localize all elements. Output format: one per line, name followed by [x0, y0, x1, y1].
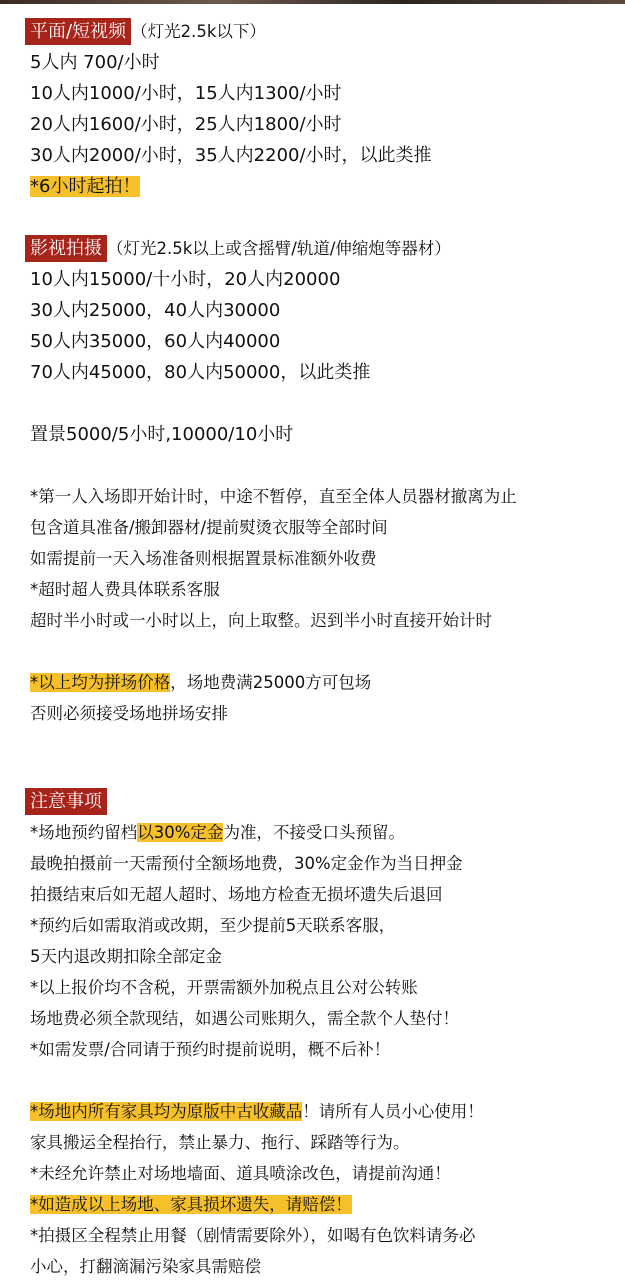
notice-line1-post: 为准，不接受口头预留。 [223, 823, 405, 842]
notice-tag: 注意事项 [25, 788, 107, 815]
price-line: 50人内35000，60人内40000 [30, 331, 281, 352]
furniture-line1-post: ！请所有人员小心使用！ [302, 1102, 484, 1121]
furniture-line [30, 1189, 620, 1220]
rule-line: 包含道具准备/搬卸器材/提前熨烫衣服等全部时间 [30, 518, 388, 537]
deposit-highlight: 以30%定金 [137, 823, 224, 842]
notice-line: 最晚拍摄前一天需预付全额场地费，30%定金作为当日押金 [30, 854, 463, 873]
damage-compensation-highlight: *如造成以上场地、家具损坏遗失，请赔偿！ [30, 1195, 352, 1214]
price-line: 5人内 700/小时 [30, 52, 160, 73]
section-flat-video-header [30, 16, 620, 47]
section-tag-film: 影视拍摄 [25, 235, 107, 262]
notice-line: *以上报价均不含税，开票需额外加税点且公对公转账 [30, 978, 418, 997]
notice-line: 场地费必须全款现结，如遇公司账期久，需全款个人垫付！ [30, 1009, 459, 1028]
share-price-highlight: *以上均为拼场价格 [30, 673, 171, 692]
top-photo-strip [0, 0, 625, 4]
section-note-film: （灯光2.5k以上或含摇臂/轨道/伸缩炮等器材） [107, 239, 451, 258]
notice-line [30, 817, 620, 848]
share-price-line [30, 667, 620, 698]
share-arrangement-line: 否则必须接受场地拼场安排 [30, 704, 228, 723]
furniture-line [30, 1096, 620, 1127]
price-list [30, 16, 620, 1280]
section-tag-flat-video: 平面/短视频 [25, 18, 131, 45]
price-line: 10人内15000/十小时，20人内20000 [30, 269, 341, 290]
min-hours-highlight: *6小时起拍！ [30, 176, 141, 197]
min-hours-line [30, 171, 620, 202]
scenery-price-line: 置景5000/5小时,10000/10小时 [30, 424, 294, 445]
price-line: 30人内25000，40人内30000 [30, 300, 281, 321]
furniture-highlight: *场地内所有家具均为原版中古收藏品 [30, 1102, 303, 1121]
price-line: 70人内45000，80人内50000，以此类推 [30, 362, 371, 383]
rule-line: 如需提前一天入场准备则根据置景标准额外收费 [30, 549, 377, 568]
price-line: 10人内1000/小时，15人内1300/小时 [30, 83, 342, 104]
notice-line: *预约后如需取消或改期，至少提前5天联系客服， [30, 916, 396, 935]
notice-line: *如需发票/合同请于预约时提前说明，概不后补！ [30, 1040, 391, 1059]
notice-line1-pre: *场地预约留档 [30, 823, 138, 842]
notice-header [30, 786, 620, 817]
share-price-rest: ，场地费满25000方可包场 [170, 673, 372, 692]
notice-line: 拍摄结束后如无超人超时、场地方检查无损坏遗失后退回 [30, 885, 443, 904]
price-line: 20人内1600/小时，25人内1800/小时 [30, 114, 342, 135]
furniture-line: 家具搬运全程抬行，禁止暴力、拖行、踩踏等行为。 [30, 1133, 410, 1152]
price-line: 30人内2000/小时，35人内2200/小时，以此类推 [30, 145, 432, 166]
furniture-line: *未经允许禁止对场地墙面、道具喷涂改色，请提前沟通！ [30, 1164, 451, 1183]
section-note-flat-video: （灯光2.5k以下） [131, 22, 266, 41]
furniture-line: *拍摄区全程禁止用餐（剧情需要除外），如喝有色饮料请务必 [30, 1226, 476, 1245]
furniture-line: 小心，打翻滴漏污染家具需赔偿 [30, 1257, 261, 1276]
notice-line: 5天内退改期扣除全部定金 [30, 947, 222, 966]
section-film-header [30, 233, 620, 264]
rule-line: *超时超人费具体联系客服 [30, 580, 220, 599]
rule-line: *第一人入场即开始计时，中途不暂停，直至全体人员器材撤离为止 [30, 487, 517, 506]
rule-line: 超时半小时或一小时以上，向上取整。迟到半小时直接开始计时 [30, 611, 492, 630]
